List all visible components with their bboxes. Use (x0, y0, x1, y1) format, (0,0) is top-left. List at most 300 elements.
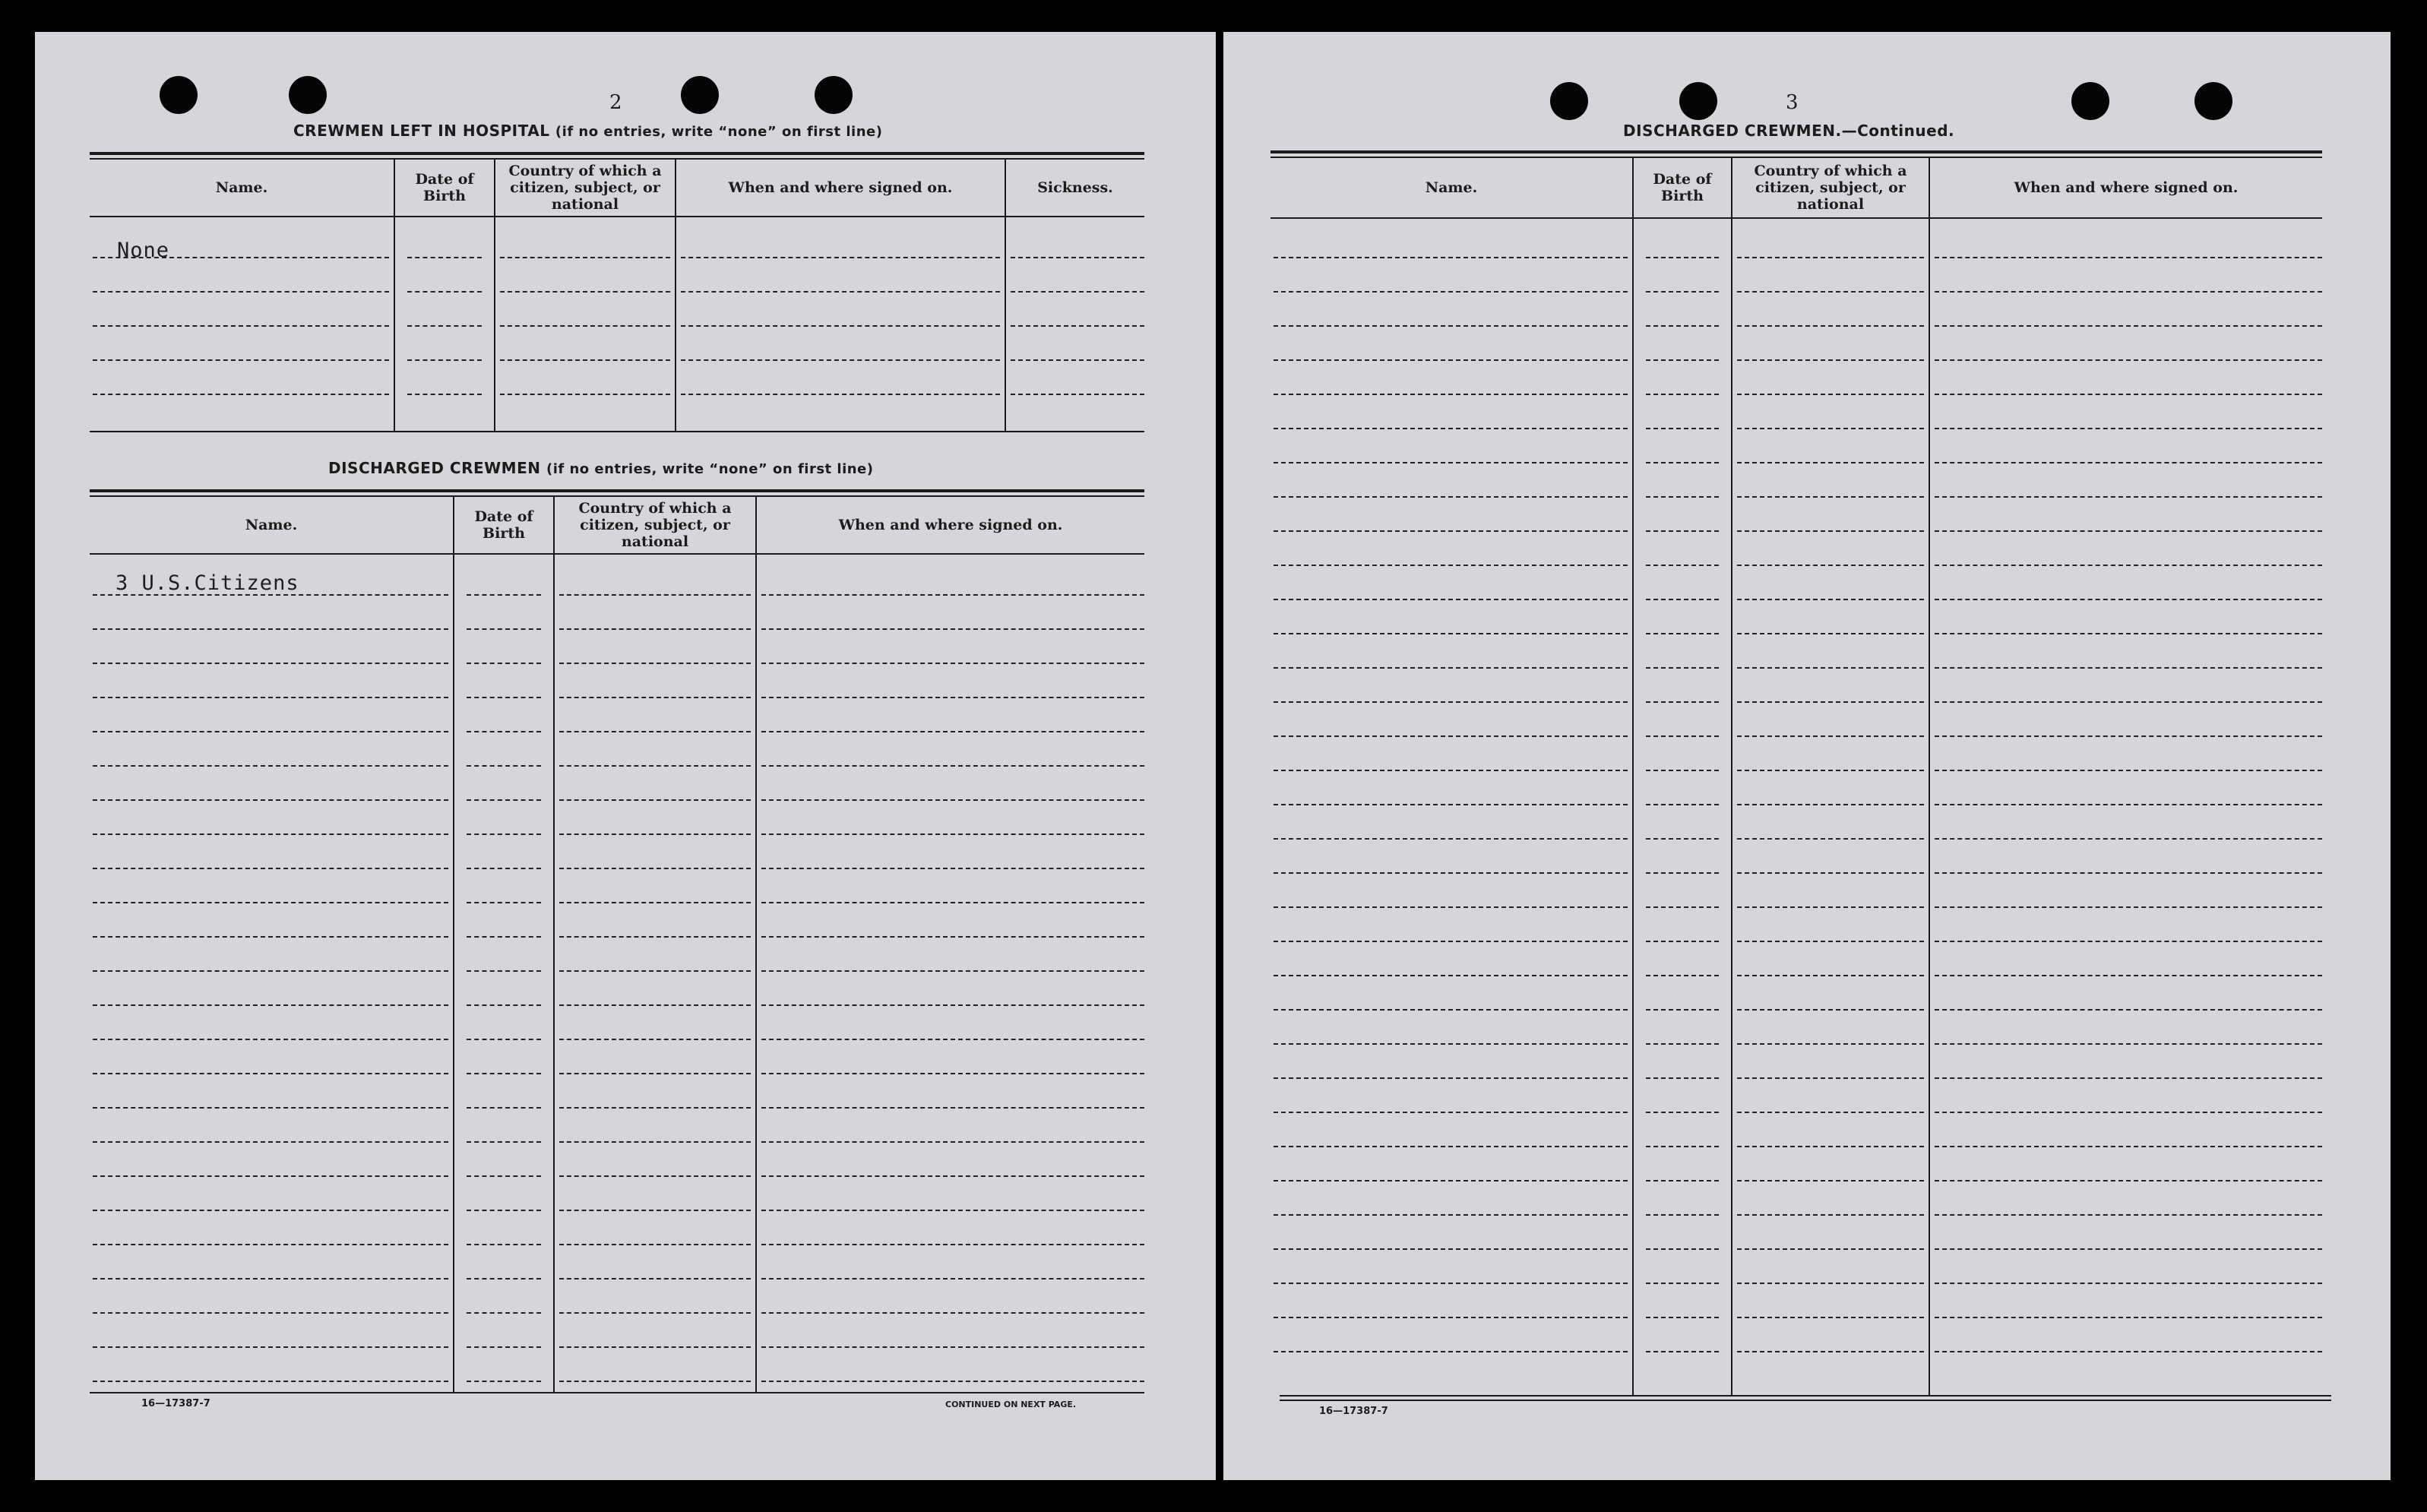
ruled-line (559, 765, 751, 767)
ruled-line (1935, 1009, 2322, 1011)
ruled-line (1646, 804, 1719, 805)
ruled-line (467, 1346, 541, 1348)
page-number: 2 (609, 91, 622, 114)
ruled-line (1646, 735, 1719, 737)
ruled-line (1274, 906, 1628, 908)
ruled-line (1737, 667, 1924, 669)
ruled-line (559, 697, 751, 698)
ruled-line (1737, 906, 1924, 908)
ruled-line (1737, 325, 1924, 327)
hospital-first-entry: None (117, 239, 170, 262)
ruled-line (467, 663, 541, 664)
ruled-line (1737, 633, 1924, 634)
ruled-line (1737, 359, 1924, 361)
ruled-line (93, 902, 448, 903)
form-number: 16—17387-7 (1319, 1406, 1388, 1417)
ruled-line (93, 663, 448, 664)
ruled-line (1737, 1077, 1924, 1079)
ruled-line (1646, 838, 1719, 840)
right-section-title: DISCHARGED CREWMEN.—Continued. (1623, 122, 1955, 140)
ruled-line (467, 1312, 541, 1314)
ruled-line (761, 1107, 1144, 1109)
page-number: 3 (1786, 91, 1799, 114)
discharged-section-title (328, 459, 874, 477)
col-header-dob: Date of Birth (415, 171, 474, 204)
left-form-page (35, 32, 1216, 1480)
ruled-line (1646, 1317, 1719, 1318)
ruled-line (1935, 496, 2322, 498)
ruled-line (500, 394, 670, 395)
ruled-line (93, 970, 448, 972)
ruled-line (1646, 428, 1719, 429)
ruled-line (1274, 1214, 1628, 1216)
ruled-line (1935, 667, 2322, 669)
ruled-line (467, 1278, 541, 1280)
ruled-line (407, 359, 482, 361)
ruled-line (93, 359, 389, 361)
ruled-line (467, 1004, 541, 1006)
ruled-line (761, 1004, 1144, 1006)
punch-hole (815, 76, 853, 114)
ruled-line (1737, 770, 1924, 771)
ruled-line (93, 1210, 448, 1211)
ruled-line (1274, 530, 1628, 532)
ruled-line (1935, 291, 2322, 293)
column-divider (755, 495, 757, 1393)
ruled-line (1274, 1180, 1628, 1181)
ruled-line (93, 1312, 448, 1314)
ruled-line (93, 394, 389, 395)
ruled-line (467, 731, 541, 732)
ruled-line (1274, 1146, 1628, 1147)
ruled-line (1737, 804, 1924, 805)
ruled-line (1646, 394, 1719, 395)
header-bottom-rule (1270, 217, 2322, 219)
ruled-line (467, 799, 541, 801)
ruled-line (467, 594, 541, 596)
ruled-line (1935, 530, 2322, 532)
ruled-line (467, 1210, 541, 1211)
ruled-line (1935, 872, 2322, 874)
ruled-line (467, 697, 541, 698)
ruled-line (1737, 291, 1924, 293)
ruled-line (1646, 496, 1719, 498)
col-header-signed-on: When and where signed on. (838, 517, 1063, 533)
ruled-line (1737, 701, 1924, 703)
ruled-line (1935, 599, 2322, 600)
ruled-line (681, 359, 1000, 361)
ruled-line (1274, 804, 1628, 805)
discharged-title-note: (if no entries, write “none” on first line) (546, 461, 874, 477)
ruled-line (559, 1141, 751, 1143)
ruled-line (1646, 1043, 1719, 1045)
ruled-line (93, 833, 448, 835)
ruled-line (407, 257, 482, 258)
ruled-line (1935, 359, 2322, 361)
ruled-line (559, 868, 751, 869)
ruled-line (1935, 838, 2322, 840)
ruled-line (1011, 291, 1144, 293)
ruled-line (1011, 359, 1144, 361)
ruled-line (500, 359, 670, 361)
ruled-line (761, 1073, 1144, 1074)
ruled-line (1737, 838, 1924, 840)
ruled-line (1646, 1214, 1719, 1216)
ruled-line (681, 257, 1000, 258)
header-bottom-rule (90, 216, 1144, 217)
ruled-line (559, 663, 751, 664)
ruled-line (1935, 1317, 2322, 1318)
ruled-line (559, 1312, 751, 1314)
ruled-line (93, 731, 448, 732)
ruled-line (500, 291, 670, 293)
ruled-line (93, 1175, 448, 1177)
ruled-line (1935, 428, 2322, 429)
ruled-line (681, 291, 1000, 293)
col-header-country: Country of which a citizen, subject, or national (508, 163, 662, 213)
ruled-line (467, 1107, 541, 1109)
ruled-line (1935, 1112, 2322, 1113)
ruled-line (1935, 1214, 2322, 1216)
ruled-line (1737, 428, 1924, 429)
ruled-line (1646, 599, 1719, 600)
col-header-name: Name. (245, 517, 298, 533)
ruled-line (1935, 735, 2322, 737)
col-header-dob: Date of Birth (474, 508, 533, 542)
ruled-line (1935, 1283, 2322, 1284)
ruled-line (1274, 975, 1628, 976)
ruled-line (761, 731, 1144, 732)
ruled-line (93, 1381, 448, 1382)
ruled-line (559, 1107, 751, 1109)
ruled-line (559, 594, 751, 596)
discharged-first-entry: 3 U.S.Citizens (115, 571, 299, 595)
ruled-line (559, 1381, 751, 1382)
ruled-line (467, 765, 541, 767)
ruled-line (1646, 975, 1719, 976)
hospital-section-title (293, 122, 882, 140)
ruled-line (761, 1312, 1144, 1314)
ruled-line (1011, 394, 1144, 395)
ruled-line (93, 291, 389, 293)
ruled-line (1646, 1009, 1719, 1011)
ruled-line (559, 731, 751, 732)
ruled-line (1274, 257, 1628, 258)
ruled-line (1274, 428, 1628, 429)
ruled-line (467, 936, 541, 938)
col-header-dob: Date of Birth (1653, 171, 1712, 204)
ruled-line (1646, 906, 1719, 908)
ruled-line (1274, 291, 1628, 293)
column-divider (1929, 157, 1930, 1397)
ruled-line (559, 1175, 751, 1177)
table-bottom-rule (1280, 1400, 2331, 1401)
ruled-line (1646, 1077, 1719, 1079)
ruled-line (407, 394, 482, 395)
ruled-line (1646, 941, 1719, 942)
ruled-line (1737, 1146, 1924, 1147)
ruled-line (1274, 633, 1628, 634)
punch-hole (2071, 82, 2109, 120)
table-bottom-rule (90, 1392, 1144, 1393)
col-header-signed-on: When and where signed on. (2014, 179, 2239, 196)
ruled-line (1737, 462, 1924, 463)
ruled-line (1737, 735, 1924, 737)
ruled-line (761, 628, 1144, 630)
column-divider (1731, 157, 1732, 1397)
ruled-line (761, 868, 1144, 869)
ruled-line (1274, 565, 1628, 566)
column-divider (553, 495, 555, 1393)
ruled-line (761, 902, 1144, 903)
ruled-line (761, 594, 1144, 596)
ruled-line (1274, 496, 1628, 498)
ruled-line (1646, 291, 1719, 293)
ruled-line (1646, 1283, 1719, 1284)
ruled-line (1274, 735, 1628, 737)
punch-hole (1679, 82, 1717, 120)
ruled-line (1935, 804, 2322, 805)
ruled-line (1646, 1351, 1719, 1352)
ruled-line (467, 868, 541, 869)
ruled-line (93, 1039, 448, 1040)
ruled-line (559, 902, 751, 903)
ruled-line (1935, 633, 2322, 634)
col-header-signed-on: When and where signed on. (728, 179, 953, 196)
ruled-line (1274, 941, 1628, 942)
ruled-line (1274, 1077, 1628, 1079)
ruled-line (1646, 1180, 1719, 1181)
ruled-line (1646, 565, 1719, 566)
ruled-line (93, 257, 389, 258)
ruled-line (1737, 1214, 1924, 1216)
ruled-line (1646, 325, 1719, 327)
ruled-line (559, 1244, 751, 1245)
ruled-line (93, 594, 448, 596)
ruled-line (1935, 325, 2322, 327)
ruled-line (93, 1278, 448, 1280)
ruled-line (93, 868, 448, 869)
ruled-line (559, 628, 751, 630)
ruled-line (407, 291, 482, 293)
ruled-line (1737, 1317, 1924, 1318)
ruled-line (1274, 1043, 1628, 1045)
ruled-line (761, 1381, 1144, 1382)
ruled-line (761, 697, 1144, 698)
ruled-line (1274, 462, 1628, 463)
ruled-line (1737, 565, 1924, 566)
ruled-line (93, 1004, 448, 1006)
ruled-line (1646, 872, 1719, 874)
form-number: 16—17387-7 (141, 1398, 210, 1409)
ruled-line (1737, 1283, 1924, 1284)
right-form-page (1223, 32, 2391, 1480)
ruled-line (559, 1004, 751, 1006)
ruled-line (761, 1244, 1144, 1245)
table-top-rule (90, 152, 1144, 155)
ruled-line (1737, 496, 1924, 498)
ruled-line (1274, 667, 1628, 669)
ruled-line (1737, 394, 1924, 395)
ruled-line (93, 799, 448, 801)
ruled-line (559, 1346, 751, 1348)
ruled-line (1646, 667, 1719, 669)
ruled-line (93, 1073, 448, 1074)
ruled-line (559, 1039, 751, 1040)
discharged-title-text: DISCHARGED CREWMEN (328, 459, 541, 477)
ruled-line (93, 628, 448, 630)
ruled-line (467, 1039, 541, 1040)
ruled-line (1646, 462, 1719, 463)
ruled-line (467, 1073, 541, 1074)
ruled-line (93, 1141, 448, 1143)
ruled-line (1274, 701, 1628, 703)
col-header-name: Name. (215, 179, 268, 196)
ruled-line (1646, 257, 1719, 258)
ruled-line (761, 1039, 1144, 1040)
ruled-line (559, 1278, 751, 1280)
ruled-line (1737, 599, 1924, 600)
ruled-line (1737, 941, 1924, 942)
ruled-line (1935, 975, 2322, 976)
table-bottom-rule (1280, 1395, 2331, 1397)
ruled-line (1935, 1043, 2322, 1045)
ruled-line (1935, 257, 2322, 258)
ruled-line (93, 765, 448, 767)
ruled-line (500, 325, 670, 327)
ruled-line (1274, 1283, 1628, 1284)
table-top-rule (90, 489, 1144, 492)
hospital-title-note: (if no entries, write “none” on first line) (555, 124, 883, 140)
col-header-name: Name. (1425, 179, 1478, 196)
ruled-line (559, 833, 751, 835)
ruled-line (1646, 1146, 1719, 1147)
ruled-line (761, 799, 1144, 801)
col-header-country: Country of which a citizen, subject, or national (1754, 163, 1907, 213)
ruled-line (1274, 872, 1628, 874)
ruled-line (467, 1381, 541, 1382)
ruled-line (761, 1278, 1144, 1280)
ruled-line (1274, 394, 1628, 395)
ruled-line (761, 833, 1144, 835)
ruled-line (1274, 1248, 1628, 1250)
ruled-line (1646, 633, 1719, 634)
ruled-line (1737, 1248, 1924, 1250)
ruled-line (1737, 1112, 1924, 1113)
ruled-line (1274, 599, 1628, 600)
ruled-line (1274, 1351, 1628, 1352)
ruled-line (1935, 394, 2322, 395)
ruled-line (407, 325, 482, 327)
ruled-line (1935, 1248, 2322, 1250)
col-header-country: Country of which a citizen, subject, or national (578, 500, 732, 550)
ruled-line (1274, 1009, 1628, 1011)
ruled-line (1935, 770, 2322, 771)
ruled-line (1274, 770, 1628, 771)
ruled-line (761, 970, 1144, 972)
ruled-line (559, 1210, 751, 1211)
ruled-line (761, 663, 1144, 664)
table-top-rule (1270, 150, 2322, 153)
ruled-line (1935, 462, 2322, 463)
ruled-line (1274, 1317, 1628, 1318)
ruled-line (761, 1141, 1144, 1143)
col-header-sickness: Sickness. (1037, 179, 1113, 196)
ruled-line (559, 1073, 751, 1074)
ruled-line (1737, 1043, 1924, 1045)
ruled-line (1935, 906, 2322, 908)
ruled-line (93, 1244, 448, 1245)
ruled-line (93, 325, 389, 327)
ruled-line (467, 1141, 541, 1143)
table-bottom-rule (90, 431, 1144, 432)
ruled-line (559, 799, 751, 801)
ruled-line (467, 1175, 541, 1177)
ruled-line (467, 833, 541, 835)
ruled-line (761, 1346, 1144, 1348)
ruled-line (1274, 838, 1628, 840)
punch-hole (2194, 82, 2232, 120)
ruled-line (1935, 941, 2322, 942)
ruled-line (1935, 565, 2322, 566)
ruled-line (1274, 359, 1628, 361)
ruled-line (93, 1346, 448, 1348)
ruled-line (1011, 325, 1144, 327)
punch-hole (681, 76, 719, 114)
ruled-line (1646, 359, 1719, 361)
ruled-line (93, 697, 448, 698)
ruled-line (1737, 530, 1924, 532)
continued-note: CONTINUED ON NEXT PAGE. (945, 1400, 1077, 1409)
column-divider (1632, 157, 1634, 1397)
ruled-line (93, 936, 448, 938)
ruled-line (1646, 770, 1719, 771)
ruled-line (500, 257, 670, 258)
ruled-line (1737, 1180, 1924, 1181)
ruled-line (1011, 257, 1144, 258)
ruled-line (467, 628, 541, 630)
hospital-title-text: CREWMEN LEFT IN HOSPITAL (293, 122, 550, 140)
ruled-line (1646, 701, 1719, 703)
ruled-line (1935, 1180, 2322, 1181)
ruled-line (559, 936, 751, 938)
ruled-line (761, 1210, 1144, 1211)
ruled-line (1935, 1077, 2322, 1079)
ruled-line (93, 1107, 448, 1109)
punch-hole (289, 76, 327, 114)
column-divider (453, 495, 454, 1393)
ruled-line (1737, 257, 1924, 258)
ruled-line (1935, 1146, 2322, 1147)
ruled-line (761, 936, 1144, 938)
punch-hole (1550, 82, 1588, 120)
ruled-line (681, 325, 1000, 327)
ruled-line (1646, 1248, 1719, 1250)
ruled-line (1646, 530, 1719, 532)
ruled-line (761, 765, 1144, 767)
ruled-line (1274, 1112, 1628, 1113)
ruled-line (681, 394, 1000, 395)
ruled-line (1646, 1112, 1719, 1113)
ruled-line (1935, 1351, 2322, 1352)
ruled-line (559, 970, 751, 972)
punch-hole (160, 76, 198, 114)
ruled-line (467, 902, 541, 903)
ruled-line (1737, 1009, 1924, 1011)
ruled-line (1274, 325, 1628, 327)
ruled-line (467, 1244, 541, 1245)
ruled-line (1737, 975, 1924, 976)
